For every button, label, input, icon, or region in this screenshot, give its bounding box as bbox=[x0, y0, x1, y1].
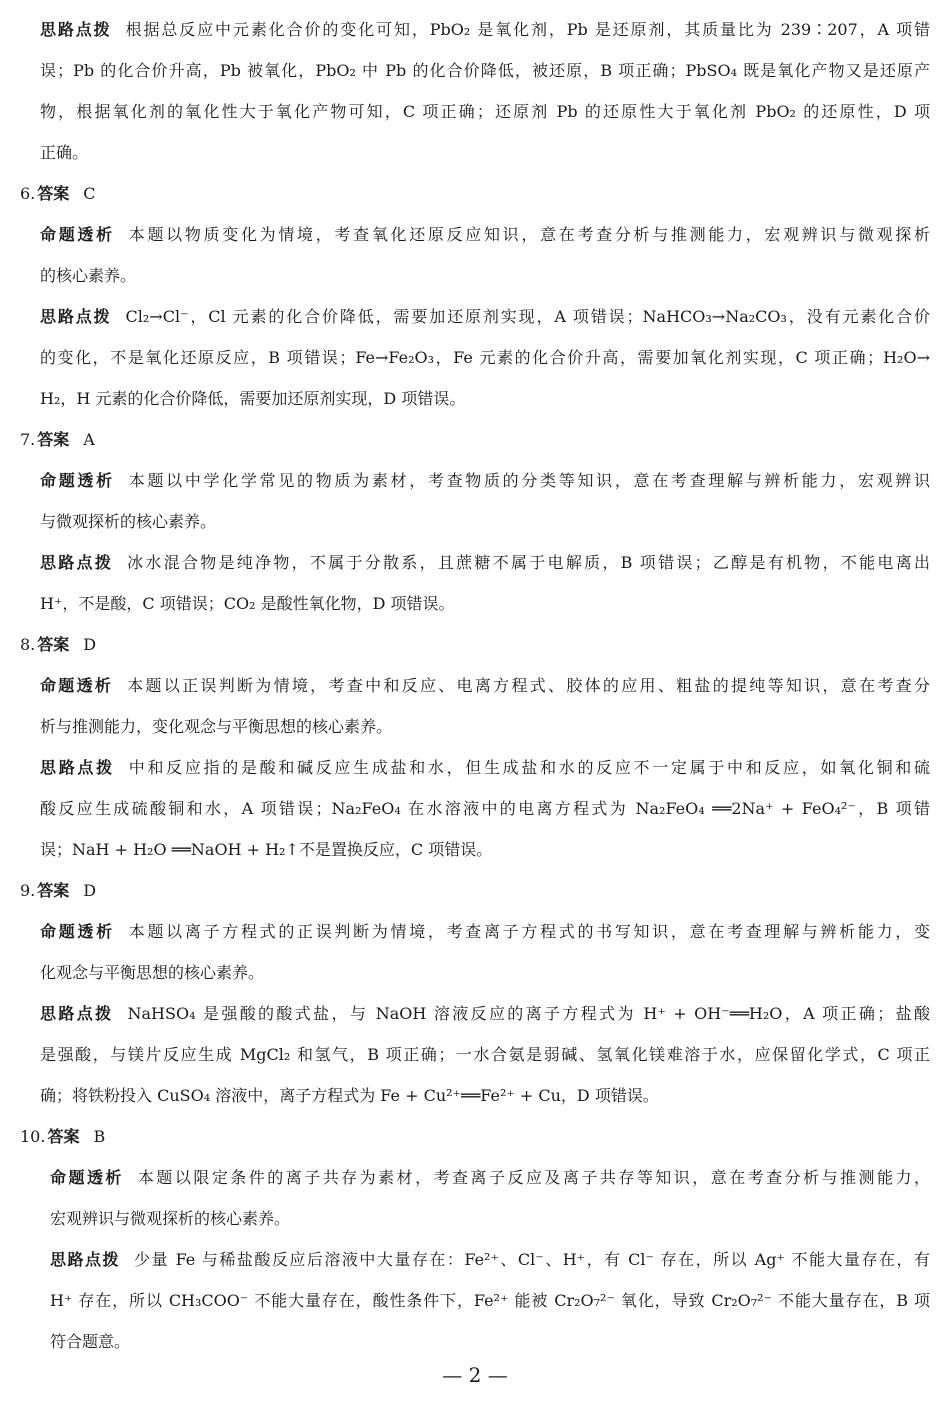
section-label: 命题透析 bbox=[40, 922, 115, 941]
text-line bbox=[50, 1289, 930, 1313]
line-text: 本题以中学化学常见的物质为素材，考查物质的分类等知识，意在考查理解与辨析能力，宏观辨识 bbox=[128, 471, 930, 490]
answer-choice: D bbox=[83, 881, 97, 900]
line-text: 少量 Fe 与稀盐酸反应后溶液中大量存在：Fe²⁺、Cl⁻、H⁺，有 Cl⁻ 存在，所以 Ag⁺ 不能大量存在，有 bbox=[134, 1250, 930, 1269]
question-number: 10. bbox=[20, 1127, 46, 1146]
text-line bbox=[40, 756, 930, 780]
text-line bbox=[40, 920, 930, 944]
question-8-answer bbox=[20, 633, 910, 657]
text-line bbox=[50, 1207, 930, 1231]
text-line bbox=[40, 387, 930, 411]
question-10-answer bbox=[20, 1125, 910, 1149]
answer-heading: 答案 bbox=[47, 1127, 80, 1146]
text-line bbox=[40, 551, 930, 575]
line-text: 本题以限定条件的离子共存为素材，考查离子反应及离子共存等知识，意在考查分析与推测能力， bbox=[137, 1168, 930, 1187]
question-number: 7. bbox=[20, 430, 36, 449]
line-text: 析与推测能力，变化观念与平衡思想的核心素养。 bbox=[40, 717, 393, 736]
question-number: 6. bbox=[20, 184, 36, 203]
answer-heading: 答案 bbox=[37, 430, 70, 449]
answer-heading: 答案 bbox=[37, 881, 70, 900]
text-line bbox=[40, 1002, 930, 1026]
text-line bbox=[40, 1043, 930, 1067]
text-line bbox=[40, 674, 930, 698]
line-text: 的核心素养。 bbox=[40, 266, 137, 285]
text-line bbox=[40, 715, 930, 739]
section-label: 命题透析 bbox=[40, 676, 114, 695]
line-text: 冰水混合物是纯净物，不属于分散系，且蔗糖不属于电解质，B 项错误；乙醇是有机物，不能电离出 bbox=[127, 553, 930, 572]
line-text: 本题以正误判断为情境，考查中和反应、电离方程式、胶体的应用、粗盐的提纯等知识，意在考查分 bbox=[127, 676, 930, 695]
line-text: 误；Pb 的化合价升高，Pb 被氧化，PbO₂ 中 Pb 的化合价降低，被还原，B 项正确；PbSO₄ 既是氧化产物又是还原产 bbox=[40, 61, 930, 80]
text-line bbox=[50, 1166, 930, 1190]
line-text: 酸反应生成硫酸铜和水，A 项错误；Na₂FeO₄ 在水溶液中的电离方程式为 Na₂FeO₄ ══2Na⁺ + FeO₄²⁻，B 项错 bbox=[40, 799, 930, 818]
line-text: Cl₂→Cl⁻，Cl 元素的化合价降低，需要加还原剂实现，A 项错误；NaHCO₃→Na₂CO₃，没有元素化合价 bbox=[125, 307, 930, 326]
text-line bbox=[40, 59, 930, 83]
answer-heading: 答案 bbox=[37, 635, 70, 654]
answer-choice: C bbox=[83, 184, 96, 203]
text-line bbox=[40, 510, 930, 534]
section-label: 思路点拨 bbox=[40, 553, 114, 572]
question-7-answer bbox=[20, 428, 910, 452]
line-text: 物，根据氧化剂的氧化性大于氧化产物可知，C 项正确；还原剂 Pb 的还原性大于氧化剂 PbO₂ 的还原性，D 项 bbox=[40, 102, 930, 121]
line-text: H₂，H 元素的化合价降低，需要加还原剂实现，D 项错误。 bbox=[40, 389, 466, 408]
text-line bbox=[40, 961, 930, 985]
page-number: — 2 — bbox=[442, 1363, 508, 1387]
line-text: H⁺ 存在，所以 CH₃COO⁻ 不能大量存在，酸性条件下，Fe²⁺ 能被 Cr₂O₇²⁻ 氧化，导致 Cr₂O₇²⁻ 不能大量存在，B 项 bbox=[50, 1291, 930, 1310]
line-text: 中和反应指的是酸和碱反应生成盐和水，但生成盐和水的反应不一定属于中和反应，如氧化铜和硫 bbox=[128, 758, 930, 777]
section-label: 命题透析 bbox=[40, 225, 115, 244]
text-line bbox=[40, 592, 930, 616]
answer-heading: 答案 bbox=[37, 184, 70, 203]
line-text: H⁺，不是酸，C 项错误；CO₂ 是酸性氧化物，D 项错误。 bbox=[40, 594, 455, 613]
section-label: 命题透析 bbox=[40, 471, 115, 490]
section-label: 思路点拨 bbox=[40, 1004, 114, 1023]
line-text: 正确。 bbox=[40, 143, 89, 162]
question-number: 9. bbox=[20, 881, 36, 900]
text-line bbox=[40, 264, 930, 288]
line-text: 本题以物质变化为情境，考查氧化还原反应知识，意在考查分析与推测能力，宏观辨识与微观探析 bbox=[128, 225, 930, 244]
text-line bbox=[40, 141, 930, 165]
text-line bbox=[50, 1330, 930, 1354]
section-label: 思路点拨 bbox=[40, 307, 112, 326]
section-label: 思路点拨 bbox=[50, 1250, 120, 1269]
line-text: 化观念与平衡思想的核心素养。 bbox=[40, 963, 265, 982]
section-label: 思路点拨 bbox=[40, 758, 115, 777]
line-text: 符合题意。 bbox=[50, 1332, 131, 1351]
section-label: 命题透析 bbox=[50, 1168, 124, 1187]
answer-choice: D bbox=[83, 635, 97, 654]
question-9-answer bbox=[20, 879, 910, 903]
line-text: 根据总反应中元素化合价的变化可知，PbO₂ 是氧化剂，Pb 是还原剂，其质量比为 239∶207，A 项错 bbox=[125, 20, 930, 39]
line-text: 本题以离子方程式的正误判断为情境，考查离子方程式的书写知识，意在考查理解与辨析能力，变 bbox=[128, 922, 930, 941]
answer-choice: A bbox=[83, 430, 95, 449]
line-text: 误；NaH + H₂O ══NaOH + H₂↑不是置换反应，C 项错误。 bbox=[40, 840, 493, 859]
text-line bbox=[40, 223, 930, 247]
text-line bbox=[40, 346, 930, 370]
line-text: 的变化，不是氧化还原反应，B 项错误；Fe→Fe₂O₃，Fe 元素的化合价升高，需要加氧化剂实现，C 项正确；H₂O→ bbox=[40, 348, 930, 367]
line-text: 确；将铁粉投入 CuSO₄ 溶液中，离子方程式为 Fe + Cu²⁺══Fe²⁺ + Cu，D 项错误。 bbox=[40, 1086, 659, 1105]
text-line bbox=[40, 305, 930, 329]
line-text: 宏观辨识与微观探析的核心素养。 bbox=[50, 1209, 291, 1228]
text-line bbox=[40, 100, 930, 124]
question-6-answer bbox=[20, 182, 910, 206]
text-line bbox=[40, 469, 930, 493]
text-line bbox=[40, 797, 930, 821]
question-number: 8. bbox=[20, 635, 36, 654]
section-label: 思路点拨 bbox=[40, 20, 112, 39]
line-text: 是强酸，与镁片反应生成 MgCl₂ 和氢气，B 项正确；一水合氨是弱碱、氢氧化镁难溶于水，应保留化学式，C 项正 bbox=[40, 1045, 930, 1064]
text-line bbox=[40, 838, 930, 862]
text-line bbox=[40, 1084, 930, 1108]
answer-choice: B bbox=[93, 1127, 106, 1146]
line-text: NaHSO₄ 是强酸的酸式盐，与 NaOH 溶液反应的离子方程式为 H⁺ + OH⁻══H₂O，A 项正确；盐酸 bbox=[127, 1004, 930, 1023]
line-text: 与微观探析的核心素养。 bbox=[40, 512, 217, 531]
text-line bbox=[50, 1248, 930, 1272]
text-line bbox=[40, 18, 930, 42]
